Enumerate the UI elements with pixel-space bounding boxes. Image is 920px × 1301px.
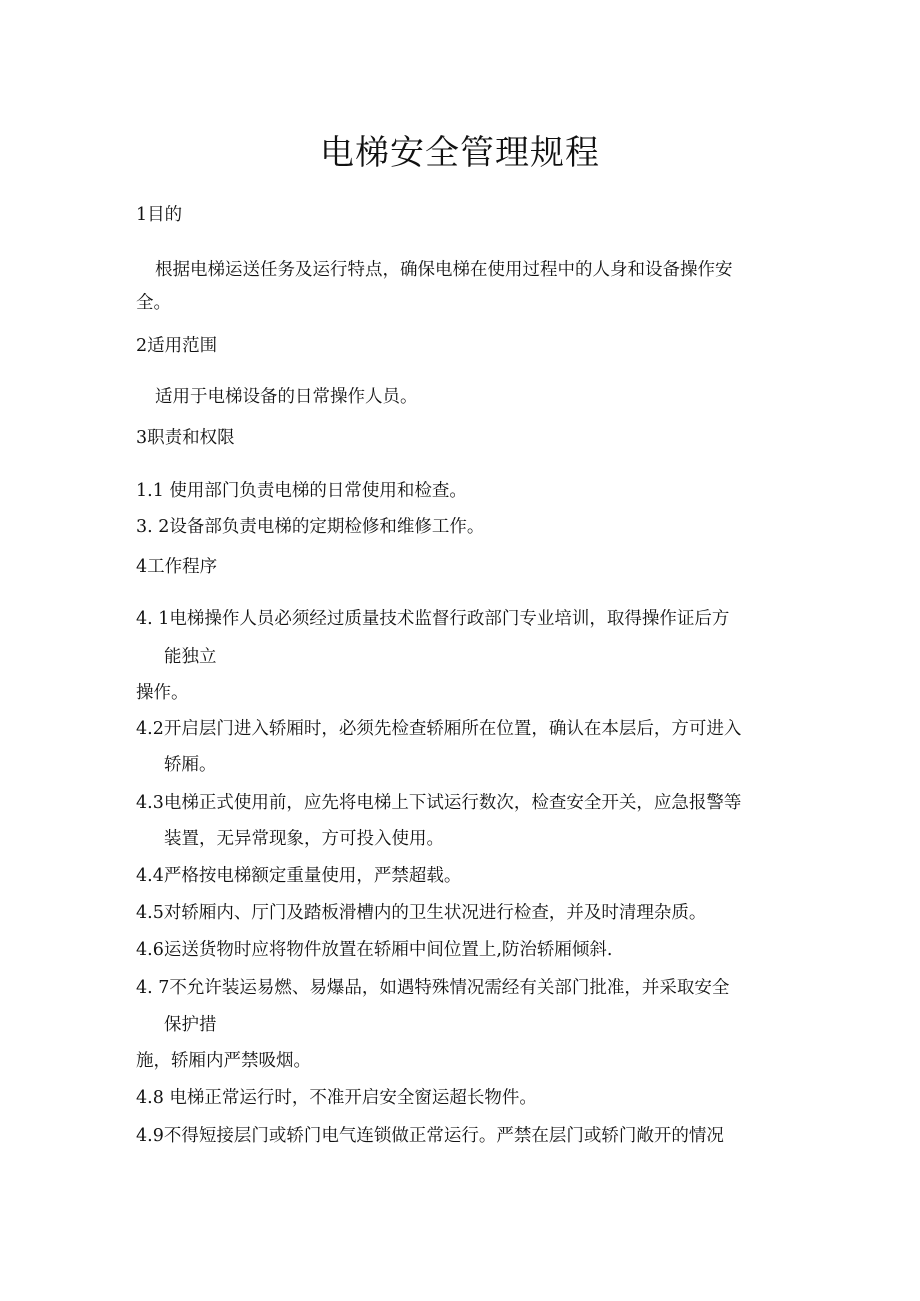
list-item-continuation: 操作。 bbox=[136, 683, 189, 703]
paragraph-line: 全。 bbox=[136, 293, 171, 313]
list-item: 4. 7不允许装运易燃、易爆品，如遇特殊情况需经有关部门批准，并采取安全 bbox=[136, 978, 730, 998]
list-item: 4.5对轿厢内、厅门及踏板滑槽内的卫生状况进行检查，并及时清理杂质。 bbox=[136, 903, 707, 923]
list-item-continuation: 保护措 bbox=[164, 1015, 217, 1035]
section-heading: 2适用范围 bbox=[136, 336, 218, 356]
list-item-continuation: 能独立 bbox=[164, 647, 217, 667]
document-title: 电梯安全管理规程 bbox=[320, 133, 600, 173]
paragraph-line: 根据电梯运送任务及运行特点，确保电梯在使用过程中的人身和设备操作安 bbox=[155, 260, 733, 280]
list-item: 4.8 电梯正常运行时，不准开启安全窗运超长物件。 bbox=[136, 1088, 537, 1108]
list-item: 3. 2设备部负责电梯的定期检修和维修工作。 bbox=[136, 517, 485, 537]
section-heading: 1目的 bbox=[136, 205, 183, 225]
list-item: 4.4严格按电梯额定重量使用，严禁超载。 bbox=[136, 866, 462, 886]
list-item: 4.3电梯正式使用前，应先将电梯上下试运行数次，检查安全开关，应急报警等 bbox=[136, 793, 742, 813]
list-item: 4.2开启层门进入轿厢时，必须先检查轿厢所在位置，确认在本层后，方可进入 bbox=[136, 719, 742, 739]
section-heading: 4工作程序 bbox=[136, 557, 218, 577]
list-item: 4. 1电梯操作人员必须经过质量技术监督行政部门专业培训，取得操作证后方 bbox=[136, 609, 730, 629]
list-item-continuation: 装置，无异常现象，方可投入使用。 bbox=[164, 829, 444, 849]
list-item: 4.6运送货物时应将物件放置在轿厢中间位置上,防治轿厢倾斜. bbox=[136, 940, 613, 960]
section-heading: 3职责和权限 bbox=[136, 428, 235, 448]
list-item: 1.1 使用部门负责电梯的日常使用和检查。 bbox=[136, 481, 467, 501]
list-item-continuation: 施，轿厢内严禁吸烟。 bbox=[136, 1051, 311, 1071]
list-item-continuation: 轿厢。 bbox=[164, 755, 217, 775]
list-item: 4.9不得短接层门或轿门电气连锁做正常运行。严禁在层门或轿门敞开的情况 bbox=[136, 1126, 724, 1146]
paragraph-line: 适用于电梯设备的日常操作人员。 bbox=[155, 387, 418, 407]
